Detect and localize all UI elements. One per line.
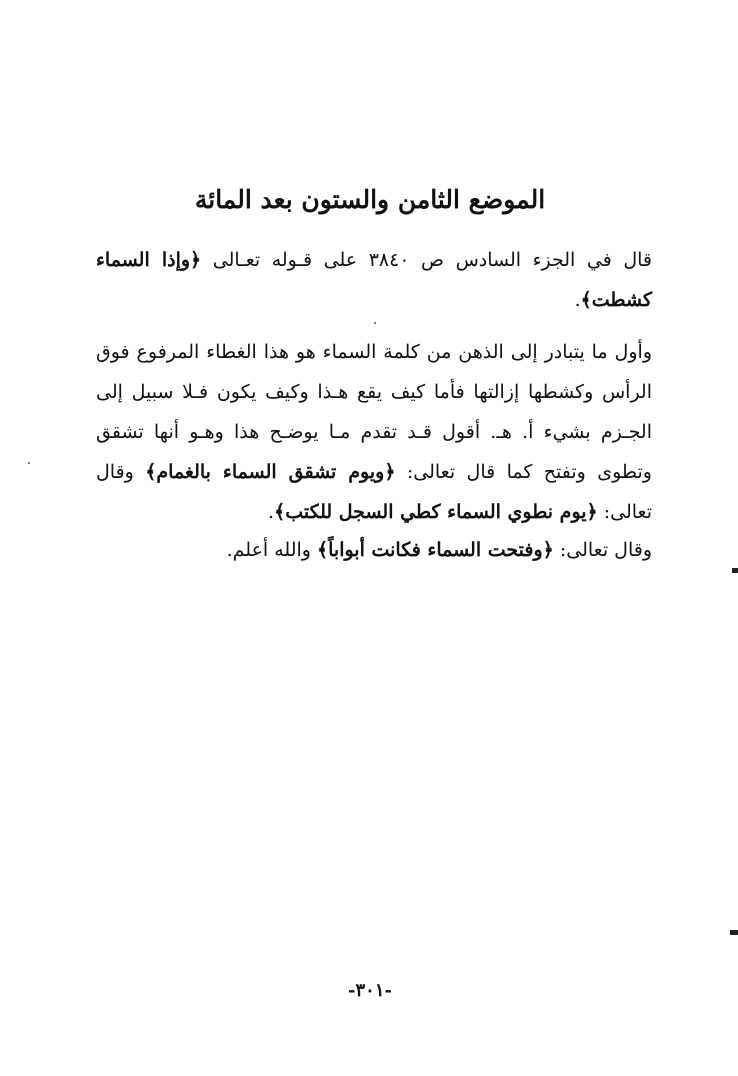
quote-open-ornament: ﴿ bbox=[542, 539, 554, 561]
quran-quote-1: وإذا السماء كشطت bbox=[96, 249, 652, 311]
paragraph-3-text-1: وقال تعالى: bbox=[553, 539, 652, 561]
quote-open-ornament: ﴿ bbox=[190, 249, 202, 271]
quran-quote-4: وفتحت السماء فكانت أبواباً bbox=[328, 539, 543, 561]
quote-open-ornament: ﴿ bbox=[384, 461, 396, 483]
paragraph-1-end: . bbox=[574, 289, 581, 311]
scan-speck bbox=[28, 462, 30, 464]
quran-quote-3: يوم نطوي السماء كطي السجل للكتب bbox=[285, 501, 587, 523]
quote-close-ornament: ﴾ bbox=[145, 461, 157, 483]
paragraph-2-end: . bbox=[268, 501, 275, 523]
paragraph-3 bbox=[96, 530, 652, 570]
section-heading: الموضع الثامن والستون بعد المائة bbox=[194, 185, 546, 214]
paragraph-3-text-2: والله أعلم. bbox=[226, 539, 317, 561]
scan-mark bbox=[732, 568, 738, 573]
page-number: -٣٠١- bbox=[348, 980, 392, 1001]
paragraph-2-text-2: وقال تعالى: bbox=[96, 461, 652, 523]
paragraph-1 bbox=[96, 240, 652, 320]
quote-close-ornament: ﴾ bbox=[316, 539, 329, 561]
paragraph-2-text-1: وأول ما يتبادر إلى الذهن من كلمة السماء هو هذا الغطاء المرفوع فوق الرأس وكشطها إزالتها فأما كيف يقع هـذا وكيف يكون فـلا سبيل إلى الجـزم بشيء أ. هـ. أقول قـد تقدم مـا يوضـح هذا وهـو أنها تشقق وتطوى وتفتح كما قال تعالى: bbox=[96, 341, 652, 483]
paragraph-1-text: قال في الجزء السادس ص ٣٨٤٠ على قـوله تعـالى bbox=[201, 249, 652, 271]
scan-speck bbox=[374, 322, 376, 324]
quran-quote-2: ويوم تشقق السماء بالغمام bbox=[156, 461, 385, 483]
scan-mark bbox=[730, 930, 738, 935]
quote-open-ornament: ﴿ bbox=[586, 501, 598, 523]
quote-close-ornament: ﴾ bbox=[580, 289, 592, 311]
paragraph-2 bbox=[96, 332, 652, 532]
quote-close-ornament: ﴾ bbox=[274, 501, 286, 523]
